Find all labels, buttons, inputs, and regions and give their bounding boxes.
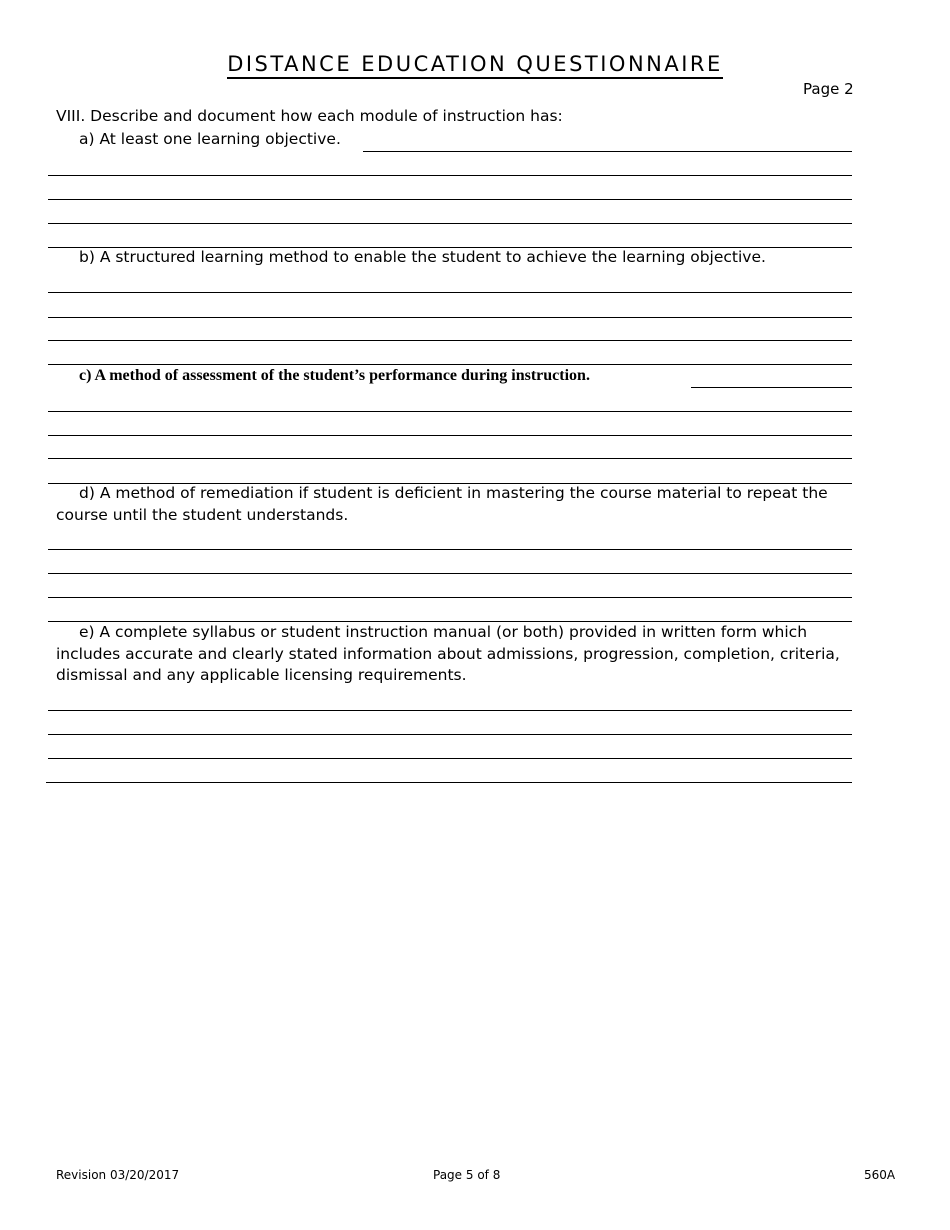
item-a-answer-line-3[interactable] <box>48 199 852 200</box>
item-e-answer-line-2[interactable] <box>48 734 852 735</box>
item-a-answer-line-4[interactable] <box>48 223 852 224</box>
item-e-answer-line-4[interactable] <box>46 782 852 783</box>
item-c-answer-line-4[interactable] <box>48 458 852 459</box>
item-d-answer-line-3[interactable] <box>48 597 852 598</box>
item-b-answer-line-1[interactable] <box>48 292 852 293</box>
item-a-label: a) At least one learning objective. <box>79 130 341 148</box>
footer-form-number: 560A <box>864 1168 896 1182</box>
item-a-answer-line-1[interactable] <box>363 151 852 152</box>
page-label: Page 2 <box>803 80 854 98</box>
item-d-label: d) A method of remediation if student is deficient in mastering the course material to repeat the course until the student understands. <box>56 484 828 524</box>
item-e-label: e) A complete syllabus or student instruction manual (or both) provided in written form which includes accurate and clearly stated information about admissions, progression, completion, criteria, dismissal and any applicable licensing requirements. <box>56 623 840 684</box>
item-e-answer-line-3[interactable] <box>48 758 852 759</box>
item-d-answer-line-1[interactable] <box>48 549 852 550</box>
item-b-answer-line-2[interactable] <box>48 317 852 318</box>
footer-page-count: Page 5 of 8 <box>433 1168 501 1182</box>
section-heading: VIII. Describe and document how each module of instruction has: <box>56 107 563 125</box>
item-c-label: c) A method of assessment of the student’s performance during instruction. <box>79 367 590 384</box>
item-e-answer-line-1[interactable] <box>48 710 852 711</box>
item-c-answer-line-2[interactable] <box>48 411 852 412</box>
item-a-answer-line-2[interactable] <box>48 175 852 176</box>
document-title: DISTANCE EDUCATION QUESTIONNAIRE <box>0 52 950 76</box>
item-d-answer-line-2[interactable] <box>48 573 852 574</box>
item-b-label: b) A structured learning method to enable the student to achieve the learning objective. <box>79 248 766 266</box>
item-c-answer-line-1[interactable] <box>691 387 852 388</box>
footer-revision: Revision 03/20/2017 <box>56 1168 180 1182</box>
item-b-answer-line-3[interactable] <box>48 340 852 341</box>
item-c-answer-line-3[interactable] <box>48 435 852 436</box>
item-b-answer-line-4[interactable] <box>48 364 852 365</box>
